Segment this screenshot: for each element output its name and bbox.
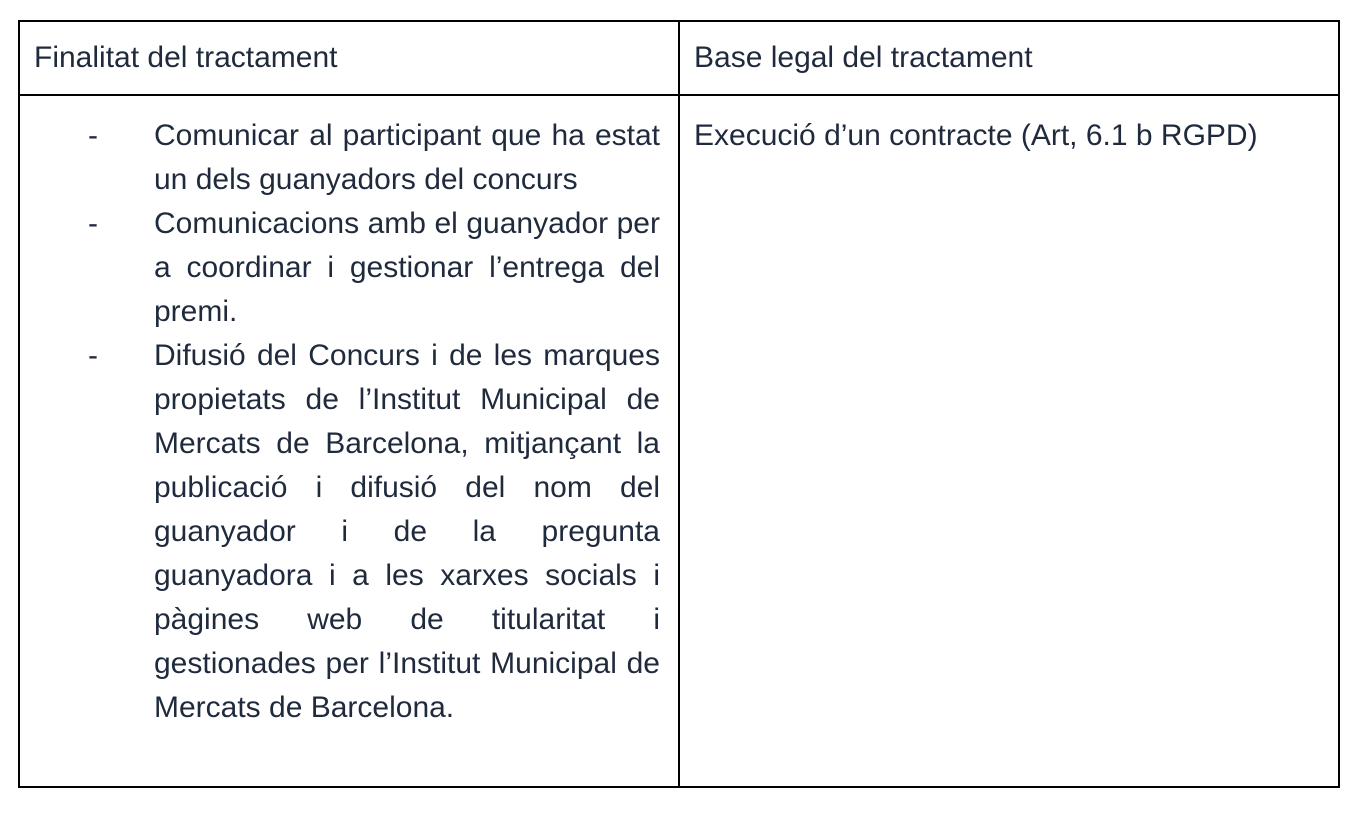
purpose-list: [34, 114, 664, 730]
list-item: [34, 114, 664, 202]
purpose-text: Comunicar al participant que ha estat un dels guanyadors del concurs: [154, 119, 660, 196]
list-dash: -: [88, 119, 98, 152]
list-dash: -: [88, 207, 98, 240]
list-item: [34, 334, 664, 730]
header-legal-basis: Base legal del tractament: [694, 41, 1033, 74]
list-item: [34, 202, 664, 334]
purpose-cell: [20, 96, 680, 786]
header-purpose: Finalitat del tractament: [34, 41, 338, 74]
legal-basis-text: Execució d’un contracte (Art, 6.1 b RGPD): [694, 119, 1258, 152]
legal-basis-cell: [680, 96, 1338, 786]
header-legal-basis-cell: [680, 22, 1338, 96]
list-dash: -: [88, 339, 98, 372]
header-purpose-cell: [20, 22, 680, 96]
purpose-text: Comunicacions amb el guanyador per a coordinar i gestionar l’entrega del premi.: [154, 207, 660, 328]
data-processing-table: [18, 20, 1340, 788]
purpose-text: Difusió del Concurs i de les marques propietats de l’Institut Municipal de Mercats de Barcelona, mitjançant la publicació i difusió del nom del guanyador i de la pregunta guanyadora i a les xarxes socials i pàgines web de titularitat i gestionades per l’Institut Municipal de Mercats de Barcelona.: [154, 339, 660, 724]
